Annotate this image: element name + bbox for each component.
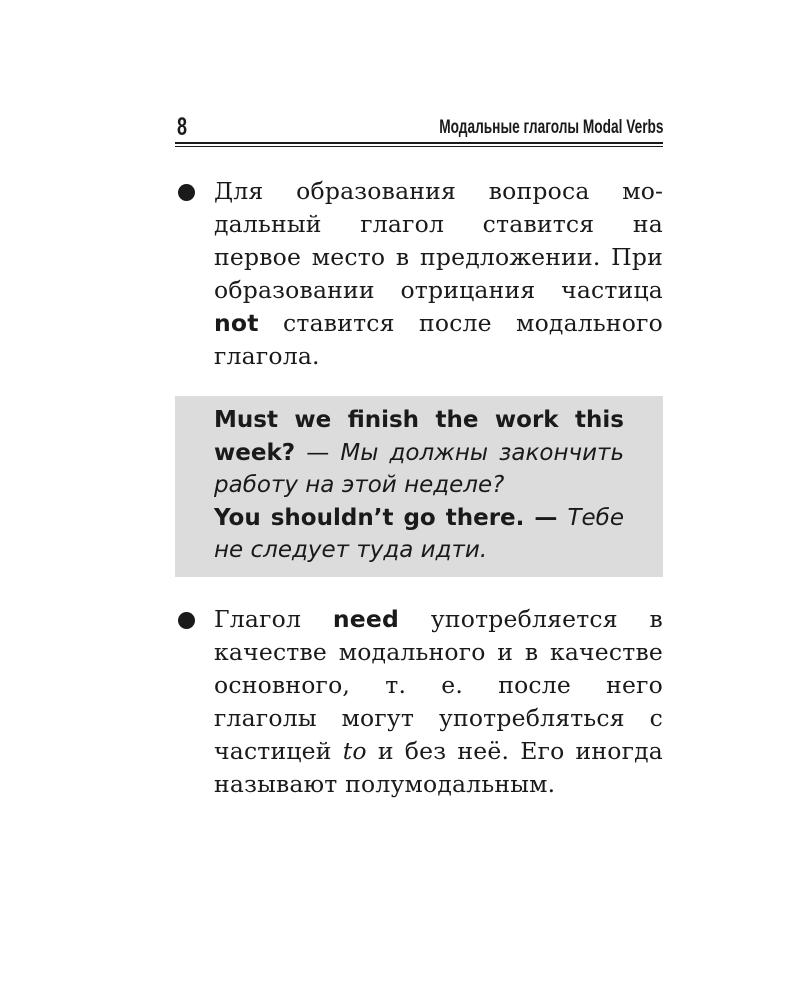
- example-2-dash: —: [524, 504, 568, 531]
- keyword-need: need: [332, 605, 400, 633]
- example-2-english: You shouldn’t go there.: [214, 504, 525, 531]
- example-box: [175, 396, 663, 577]
- example-1-dash: —: [295, 439, 341, 466]
- paragraph-text: [214, 603, 663, 801]
- paragraph-text-part: Для образования вопроса модальный глагол ставится на первое место в предложении. При образовании отрицания частица: [214, 177, 663, 304]
- example-text: [214, 404, 624, 567]
- header-rule-thin: [175, 146, 663, 147]
- paragraph-text-part: Глагол: [214, 605, 333, 633]
- example-1-english: we finish the work this week?: [214, 407, 624, 466]
- bullet-paragraph-question-negation: [176, 175, 663, 373]
- paragraph-text-part: ставится после модального глагола.: [214, 309, 663, 370]
- header-rule-thick: [175, 142, 663, 144]
- example-1-translation: Мы должны закончить работу на этой неделе?: [214, 439, 624, 498]
- paragraph-text-part: употребляется в качестве модального и в качестве основного, т. е. после него глаголы могут употребляться с частицей: [214, 605, 663, 765]
- bullet-icon: [178, 612, 195, 629]
- keyword-not: not: [214, 309, 259, 337]
- page-header: [175, 112, 663, 142]
- page-number: 8: [177, 113, 188, 141]
- bullet-paragraph-need: [176, 603, 663, 801]
- particle-to: to: [342, 737, 367, 765]
- example-2-translation: Тебе не следует туда идти.: [214, 504, 624, 563]
- running-head: Модальные глаголы Modal Verbs: [438, 117, 663, 138]
- example-1-modal: Must: [214, 407, 278, 433]
- paragraph-text: [214, 175, 663, 373]
- paragraph-text-part: и без неё. Его иногда называют полумодальным.: [214, 737, 663, 798]
- bullet-icon: [178, 184, 195, 201]
